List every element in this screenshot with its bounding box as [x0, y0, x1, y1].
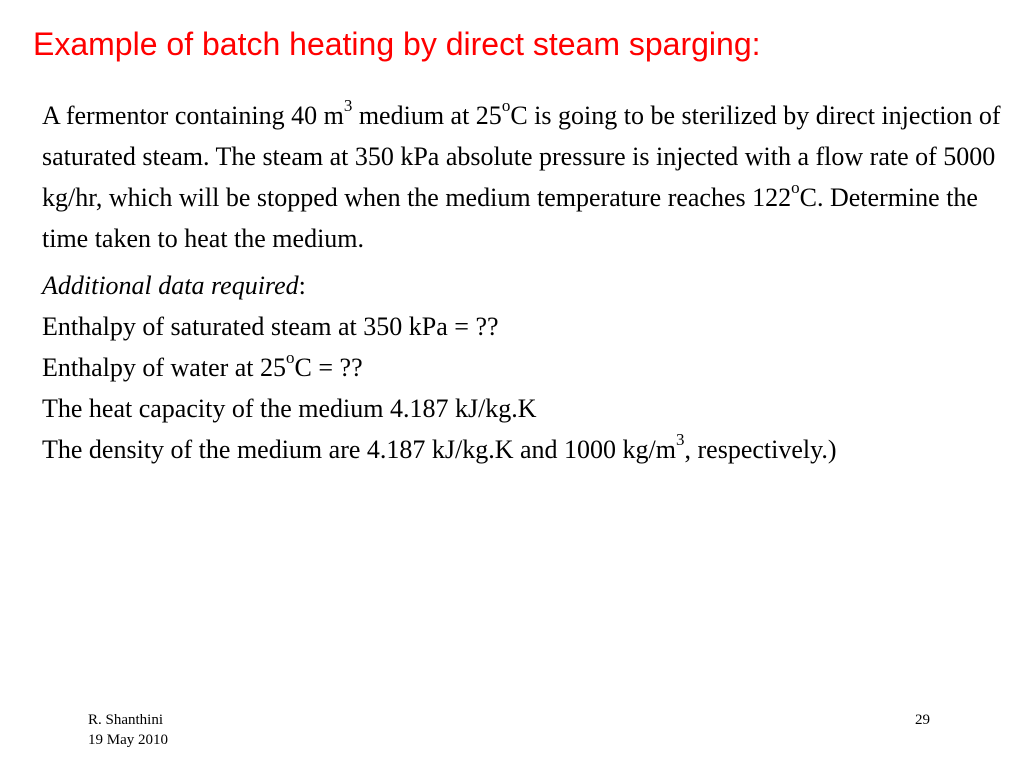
footer-author-date [88, 710, 168, 750]
enthalpy-water-sup: o [286, 348, 295, 368]
additional-data-heading [42, 265, 1002, 306]
problem-text-4: C. Determine the time taken to heat the medium. [42, 183, 978, 253]
additional-data-colon: : [298, 271, 306, 300]
density-text-1: The density of the medium are 4.187 kJ/kg.K and 1000 kg/m [42, 435, 677, 464]
density-line [42, 429, 1002, 470]
slide-body [42, 95, 1002, 470]
enthalpy-water-text-2: C = ?? [294, 353, 363, 382]
additional-data-label: Additional data required [42, 271, 299, 300]
enthalpy-steam-line: Enthalpy of saturated steam at 350 kPa = ?? [42, 312, 499, 341]
enthalpy-water-line [42, 347, 1002, 388]
problem-text-1: A fermentor containing 40 m [42, 101, 344, 130]
problem-sup-1: 3 [343, 96, 353, 116]
slide-title: Example of batch heating by direct steam sparging: [33, 26, 761, 62]
footer-date: 19 May 2010 [88, 732, 168, 748]
heat-capacity-line: The heat capacity of the medium 4.187 kJ/kg.K [42, 394, 537, 423]
problem-sup-3: o [791, 178, 800, 198]
problem-sup-2: o [501, 96, 511, 116]
density-text-2: , respectively.) [684, 435, 837, 464]
density-sup: 3 [676, 430, 685, 450]
enthalpy-water-text-1: Enthalpy of water at 25 [42, 353, 287, 382]
slide-number: 29 [915, 712, 930, 728]
problem-text-2: medium at 25 [352, 101, 502, 130]
problem-text-3: C is going to be sterilized by direct injection of saturated steam. The steam at 350 kPa absolute pressure is injected with a flow rate of 5000 kg/hr, which will be stopped when the medium temperature reaches 122 [42, 101, 1001, 212]
problem-statement [42, 95, 1002, 259]
footer-author: R. Shanthini [88, 712, 164, 728]
